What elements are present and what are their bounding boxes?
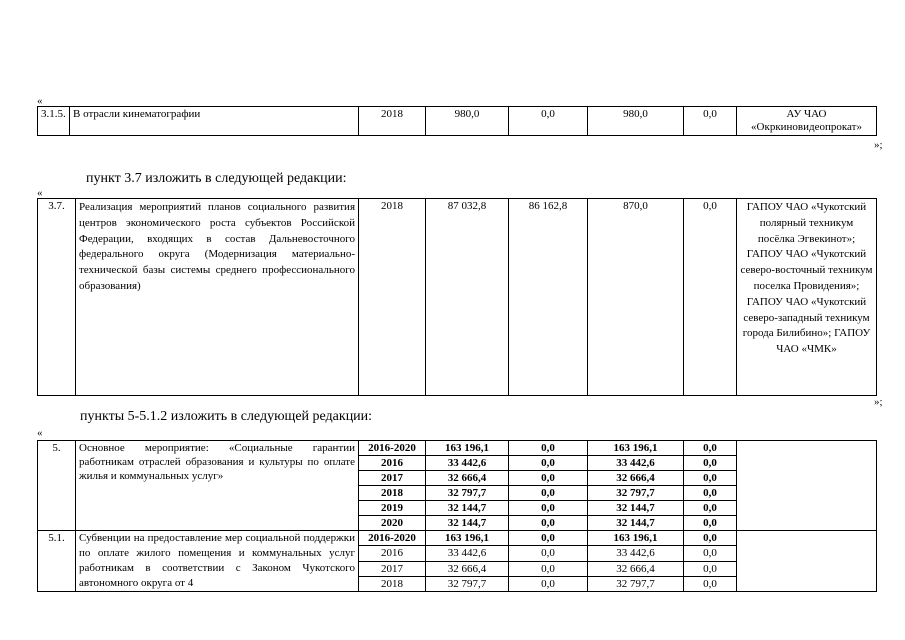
row-number: 5.1. xyxy=(38,531,76,592)
open-quote-1: « xyxy=(37,95,43,107)
total-cell: 32 797,7 xyxy=(426,576,509,591)
event-name: В отрасли кинематографии xyxy=(70,107,359,136)
total-cell: 32 144,7 xyxy=(426,501,509,516)
total-cell: 980,0 xyxy=(426,107,509,136)
local-cell: 0,0 xyxy=(684,199,737,396)
total-cell: 163 196,1 xyxy=(426,531,509,546)
federal-cell: 0,0 xyxy=(509,546,588,561)
table-row-37 xyxy=(37,198,877,396)
heading-item-5: пункты 5-5.1.2 изложить в следующей редакции: xyxy=(80,409,373,424)
regional-cell: 870,0 xyxy=(588,199,684,396)
executor-cell: ГАПОУ ЧАО «Чукотский полярный техникум посёлка Эгвекинот»; ГАПОУ ЧАО «Чукотский северо-восточный техникум поселка Провидения»; ГАПОУ ЧАО «Чукотский северо-западный техникум города Билибино»; ГАПОУ ЧАО «ЧМК» xyxy=(737,199,877,396)
total-cell: 33 442,6 xyxy=(426,456,509,471)
regional-cell: 33 442,6 xyxy=(588,456,684,471)
row-number: 3.1.5. xyxy=(38,107,70,136)
total-cell: 163 196,1 xyxy=(426,441,509,456)
row-number: 5. xyxy=(38,441,76,531)
federal-cell: 0,0 xyxy=(509,531,588,546)
federal-cell: 0,0 xyxy=(509,501,588,516)
regional-cell: 32 666,4 xyxy=(588,561,684,576)
total-cell: 32 666,4 xyxy=(426,471,509,486)
regional-cell: 163 196,1 xyxy=(588,441,684,456)
total-cell: 32 144,7 xyxy=(426,516,509,531)
close-quote-2: »; xyxy=(874,396,883,408)
year-cell: 2020 xyxy=(359,516,426,531)
regional-cell: 33 442,6 xyxy=(588,546,684,561)
local-cell: 0,0 xyxy=(684,576,737,591)
regional-cell: 980,0 xyxy=(588,107,684,136)
year-cell: 2016-2020 xyxy=(359,441,426,456)
federal-cell: 0,0 xyxy=(509,471,588,486)
executor-cell xyxy=(737,531,877,592)
year-cell: 2016-2020 xyxy=(359,531,426,546)
year-cell: 2018 xyxy=(359,199,426,396)
federal-cell: 0,0 xyxy=(509,486,588,501)
regional-cell: 163 196,1 xyxy=(588,531,684,546)
federal-cell: 0,0 xyxy=(509,516,588,531)
regional-cell: 32 144,7 xyxy=(588,501,684,516)
executor-cell: АУ ЧАО «Окркиновидеопрокат» xyxy=(737,107,877,136)
local-cell: 0,0 xyxy=(684,456,737,471)
year-cell: 2017 xyxy=(359,471,426,486)
open-quote-2: « xyxy=(37,187,43,199)
heading-item-37: пункт 3.7 изложить в следующей редакции: xyxy=(86,171,347,186)
regional-cell: 32 666,4 xyxy=(588,471,684,486)
local-cell: 0,0 xyxy=(684,531,737,546)
federal-cell: 86 162,8 xyxy=(509,199,588,396)
federal-cell: 0,0 xyxy=(509,561,588,576)
local-cell: 0,0 xyxy=(684,471,737,486)
year-cell: 2019 xyxy=(359,501,426,516)
year-cell: 2018 xyxy=(359,107,426,136)
local-cell: 0,0 xyxy=(684,516,737,531)
table-row-315 xyxy=(37,106,877,136)
local-cell: 0,0 xyxy=(684,107,737,136)
event-name: Основное мероприятие: «Социальные гарантии работникам отраслей образования и культуры по оплате жилья и коммунальных услуг» xyxy=(76,441,359,531)
total-cell: 32 666,4 xyxy=(426,561,509,576)
local-cell: 0,0 xyxy=(684,561,737,576)
row-number: 3.7. xyxy=(38,199,76,396)
total-cell: 87 032,8 xyxy=(426,199,509,396)
table-rows-5 xyxy=(37,440,877,592)
event-name: Реализация мероприятий планов социального развития центров экономического роста субъектов Российской Федерации, входящих в состав Дальневосточного федерального округа (Модернизация материально-технической базы системы среднего профессионального образования) xyxy=(76,199,359,396)
local-cell: 0,0 xyxy=(684,546,737,561)
open-quote-3: « xyxy=(37,427,43,439)
local-cell: 0,0 xyxy=(684,501,737,516)
federal-cell: 0,0 xyxy=(509,107,588,136)
year-cell: 2018 xyxy=(359,576,426,591)
close-quote-1: »; xyxy=(874,139,883,151)
year-cell: 2016 xyxy=(359,546,426,561)
year-cell: 2017 xyxy=(359,561,426,576)
year-cell: 2018 xyxy=(359,486,426,501)
total-cell: 32 797,7 xyxy=(426,486,509,501)
local-cell: 0,0 xyxy=(684,441,737,456)
federal-cell: 0,0 xyxy=(509,576,588,591)
event-name: Субвенции на предоставление мер социальной поддержки по оплате жилого помещения и коммунальных услуг работникам в соответствии с Законом Чукотского автономного округа от 4 xyxy=(76,531,359,592)
year-cell: 2016 xyxy=(359,456,426,471)
local-cell: 0,0 xyxy=(684,486,737,501)
regional-cell: 32 797,7 xyxy=(588,576,684,591)
executor-cell xyxy=(737,441,877,531)
federal-cell: 0,0 xyxy=(509,441,588,456)
total-cell: 33 442,6 xyxy=(426,546,509,561)
regional-cell: 32 797,7 xyxy=(588,486,684,501)
federal-cell: 0,0 xyxy=(509,456,588,471)
regional-cell: 32 144,7 xyxy=(588,516,684,531)
